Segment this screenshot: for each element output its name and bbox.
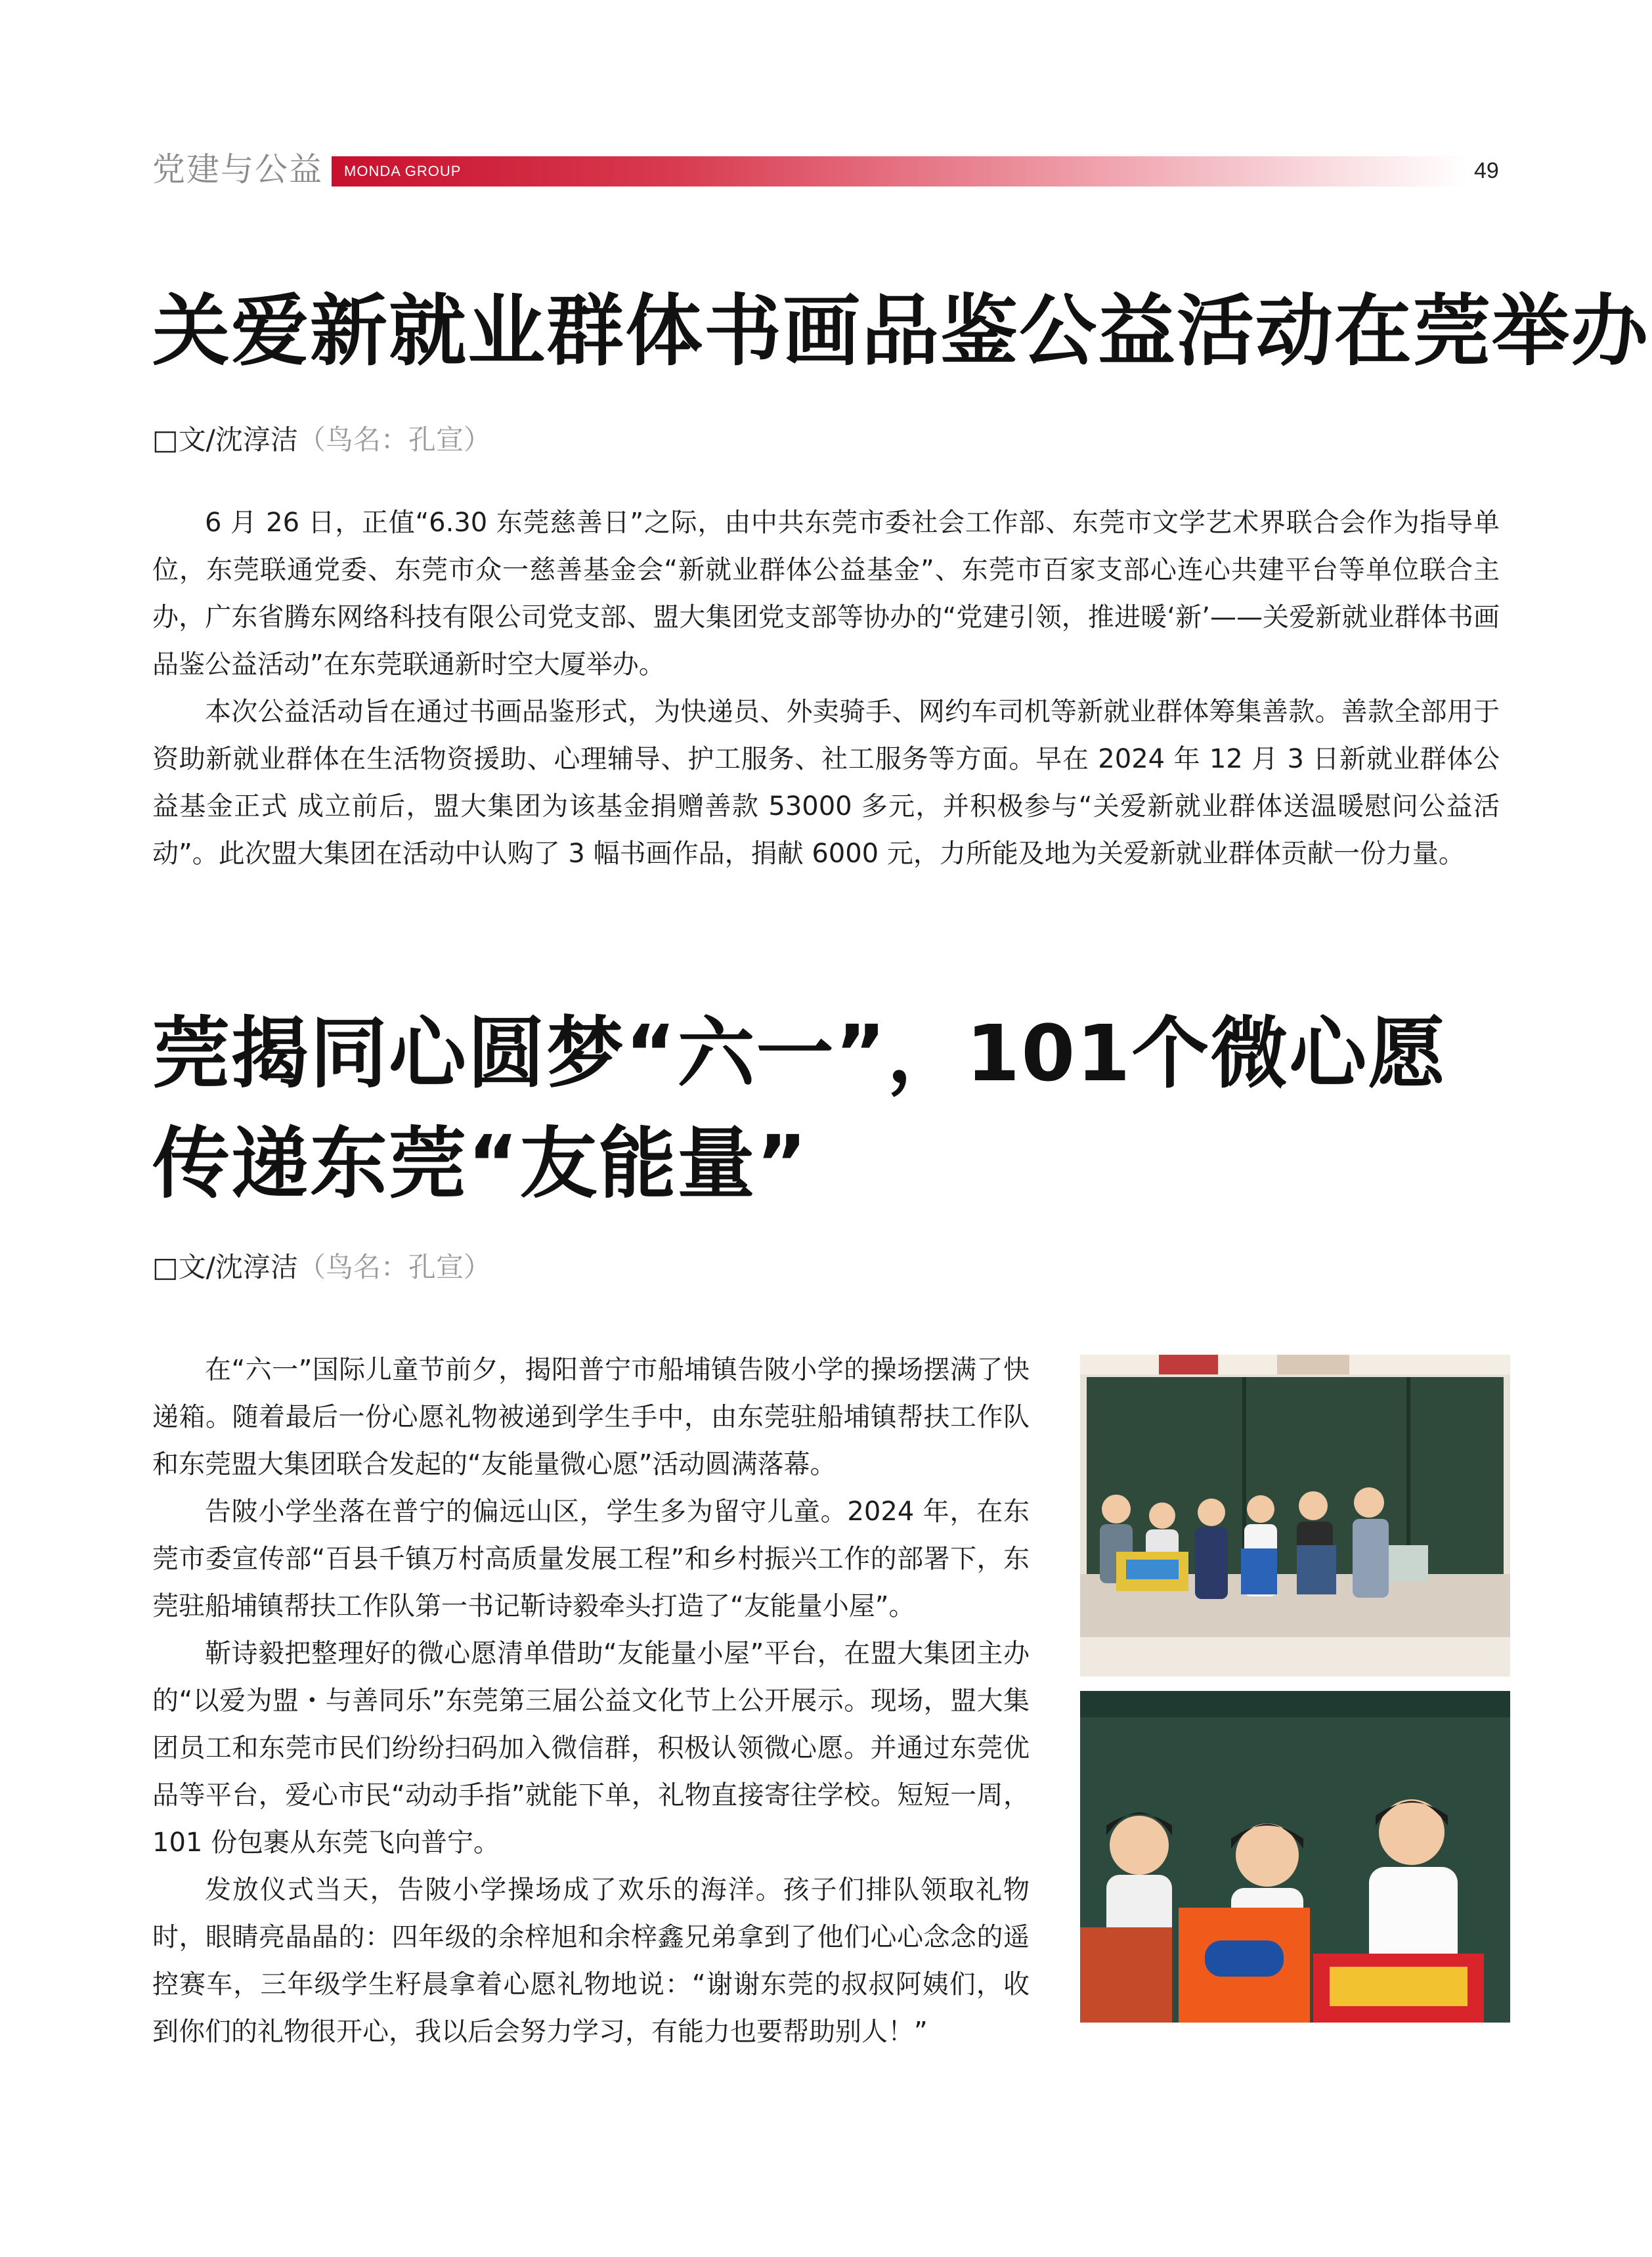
page-number: 49 [1474,158,1499,183]
article1-body [152,499,1500,877]
article1-title: 关爱新就业群体书画品鉴公益活动在莞举办 [152,286,1650,376]
article2-title [152,998,1531,1219]
article1-alias: （鸟名：孔宣） [297,424,491,456]
article2-title-line1: 莞揭同心圆梦“六一”，101个微心愿 [152,1008,1447,1099]
article2-body [152,1346,1030,2055]
article2-paragraph: 告陂小学坐落在普宁的偏远山区，学生多为留守儿童。2024 年，在东莞市委宣传部“百县千镇万村高质量发展工程”和乡村振兴工作的部署下，东莞驻船埔镇帮扶工作队第一书记靳诗毅牵头打造了“友能量小屋”。 [152,1497,1030,1621]
article1-byline [152,420,491,460]
photo-girls-gifts [1080,1691,1510,2023]
article1-author: □文/沈淳洁 [152,424,298,456]
article2-alias: （鸟名：孔宣） [297,1251,491,1283]
article2-paragraph: 在“六一”国际儿童节前夕，揭阳普宁市船埔镇告陂小学的操场摆满了快递箱。随着最后一份心愿礼物被递到学生手中，由东莞驻船埔镇帮扶工作队和东莞盟大集团联合发起的“友能量微心愿”活动圆满落幕。 [152,1355,1030,1479]
article2-paragraph: 靳诗毅把整理好的微心愿清单借助“友能量小屋”平台，在盟大集团主办的“以爱为盟・与善同乐”东莞第三届公益文化节上公开展示。现场，盟大集团员工和东莞市民们纷纷扫码加入微信群，积极认领微心愿。并通过东莞优品等平台，爱心市民“动动手指”就能下单，礼物直接寄往学校。短短一周，101 份包裹从东莞飞向普宁。 [152,1638,1030,1858]
section-name: 党建与公益 [152,150,323,188]
photo-girls-gifts-image [1080,1691,1510,2023]
article1-paragraph: 本次公益活动旨在通过书画品鉴形式，为快递员、外卖骑手、网约车司机等新就业群体筹集善款。善款全部用于资助新就业群体在生活物资援助、心理辅导、护工服务、社工服务等方面。早在 2024 年 12 月 3 日新就业群体公益基金正式 成立前后，盟大集团为该基金捐赠善款 53000 多元，并积极参与“关爱新就业群体送温暖慰问公益活动”。此次盟大集团在活动中认购了 3 幅书画作品，捐献 6000 元，力所能及地为关爱新就业群体贡献一份力量。 [152,697,1500,869]
page-header [0,0,1652,197]
article2-paragraph: 发放仪式当天，告陂小学操场成了欢乐的海洋。孩子们排队领取礼物时，眼睛亮晶晶的：四年级的余梓旭和余梓鑫兄弟拿到了他们心心念念的遥控赛车，三年级学生籽晨拿着心愿礼物地说：“谢谢东莞的叔叔阿姨们，收到你们的礼物很开心，我以后会努力学习，有能力也要帮助别人！” [152,1875,1030,2047]
article2-author: □文/沈淳洁 [152,1251,298,1283]
header-bar [332,156,1467,186]
article1-paragraph: 6 月 26 日，正值“6.30 东莞慈善日”之际，由中共东莞市委社会工作部、东莞市文学艺术界联合会作为指导单位，东莞联通党委、东莞市众一慈善基金会“新就业群体公益基金”、东莞市百家支部心连心共建平台等单位联合主办，广东省腾东网络科技有限公司党支部、盟大集团党支部等协办的“党建引领，推进暖‘新’——关爱新就业群体书画品鉴公益活动”在东莞联通新时空大厦举办。 [152,508,1500,680]
brand-label: MONDA GROUP [344,163,462,179]
article2-title-line2: 传递东莞“友能量” [152,1118,809,1209]
article2-byline [152,1248,491,1287]
photo-children-chalkboard-image [1080,1355,1510,1676]
photo-children-chalkboard [1080,1355,1510,1676]
